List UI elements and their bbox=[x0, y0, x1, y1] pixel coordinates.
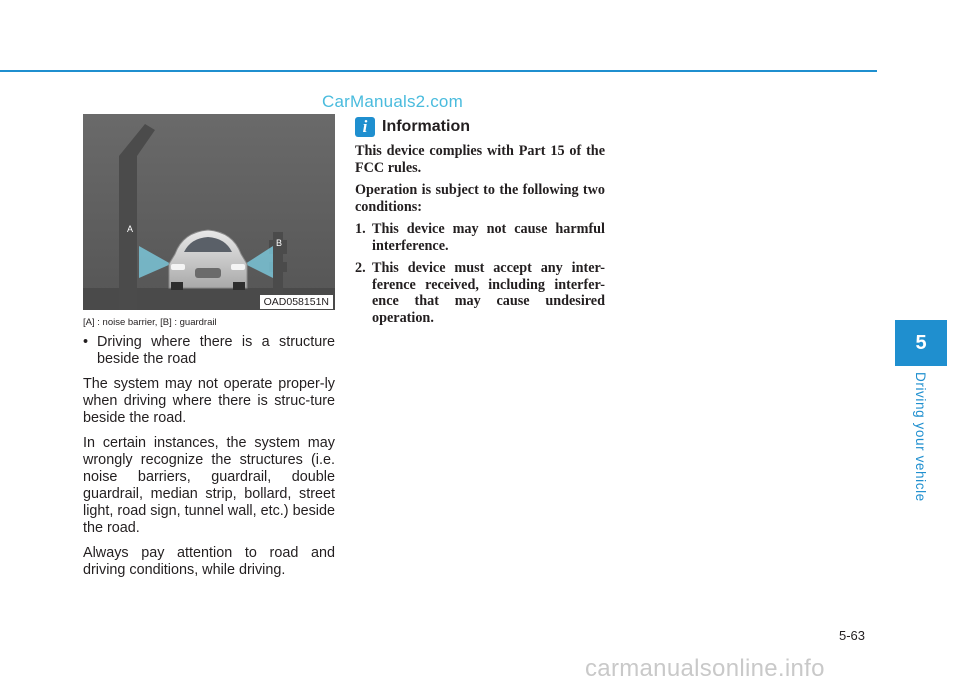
info-icon: i bbox=[355, 117, 375, 137]
paragraph: In certain instances, the system may wrongly recognize the structures (i.e. noise barriers, guardrail, double guardrail, median strip, bollard, street light, road sign, tunnel wall, etc.) beside the road. bbox=[83, 435, 335, 536]
list-text: This device may not cause harmful interference. bbox=[372, 221, 605, 254]
figure-code: OAD058151N bbox=[260, 295, 333, 309]
header-rule bbox=[0, 70, 877, 72]
chapter-title: Driving your vehicle bbox=[913, 372, 928, 502]
paragraph: The system may not operate proper-ly when driving where there is struc-ture beside the road. bbox=[83, 376, 335, 426]
watermark-bottom[interactable]: carmanualsonline.info bbox=[585, 655, 825, 682]
chapter-tab: 5 bbox=[895, 320, 947, 366]
list-item bbox=[355, 260, 605, 326]
list-number: 1. bbox=[355, 221, 366, 237]
info-paragraph: This device complies with Part 15 of the FCC rules. bbox=[355, 143, 605, 176]
bullet-item bbox=[83, 334, 335, 368]
paragraph: Always pay attention to road and driving conditions, while driving. bbox=[83, 545, 335, 578]
label-b: B bbox=[276, 238, 283, 248]
illustration bbox=[83, 114, 335, 310]
bullet-mark: • bbox=[83, 334, 89, 350]
information-box bbox=[355, 116, 605, 332]
page-number: 5-63 bbox=[839, 628, 866, 643]
list-number: 2. bbox=[355, 260, 366, 276]
bullet-text: Driving where there is a structure beside the road bbox=[97, 334, 335, 367]
left-column bbox=[83, 334, 335, 587]
illustration-drawing bbox=[83, 114, 335, 310]
info-paragraph: Operation is subject to the following two conditions: bbox=[355, 182, 605, 215]
watermark-top[interactable]: CarManuals2.com bbox=[322, 92, 463, 111]
figure-caption: [A] : noise barrier, [B] : guardrail bbox=[83, 317, 217, 328]
information-title: Information bbox=[382, 117, 470, 135]
information-header bbox=[355, 116, 605, 138]
list-text: This device must accept any inter-ference received, including interfer-ence that may cause undesired operation. bbox=[372, 260, 605, 326]
list-item bbox=[355, 221, 605, 254]
label-a: A bbox=[127, 224, 134, 234]
